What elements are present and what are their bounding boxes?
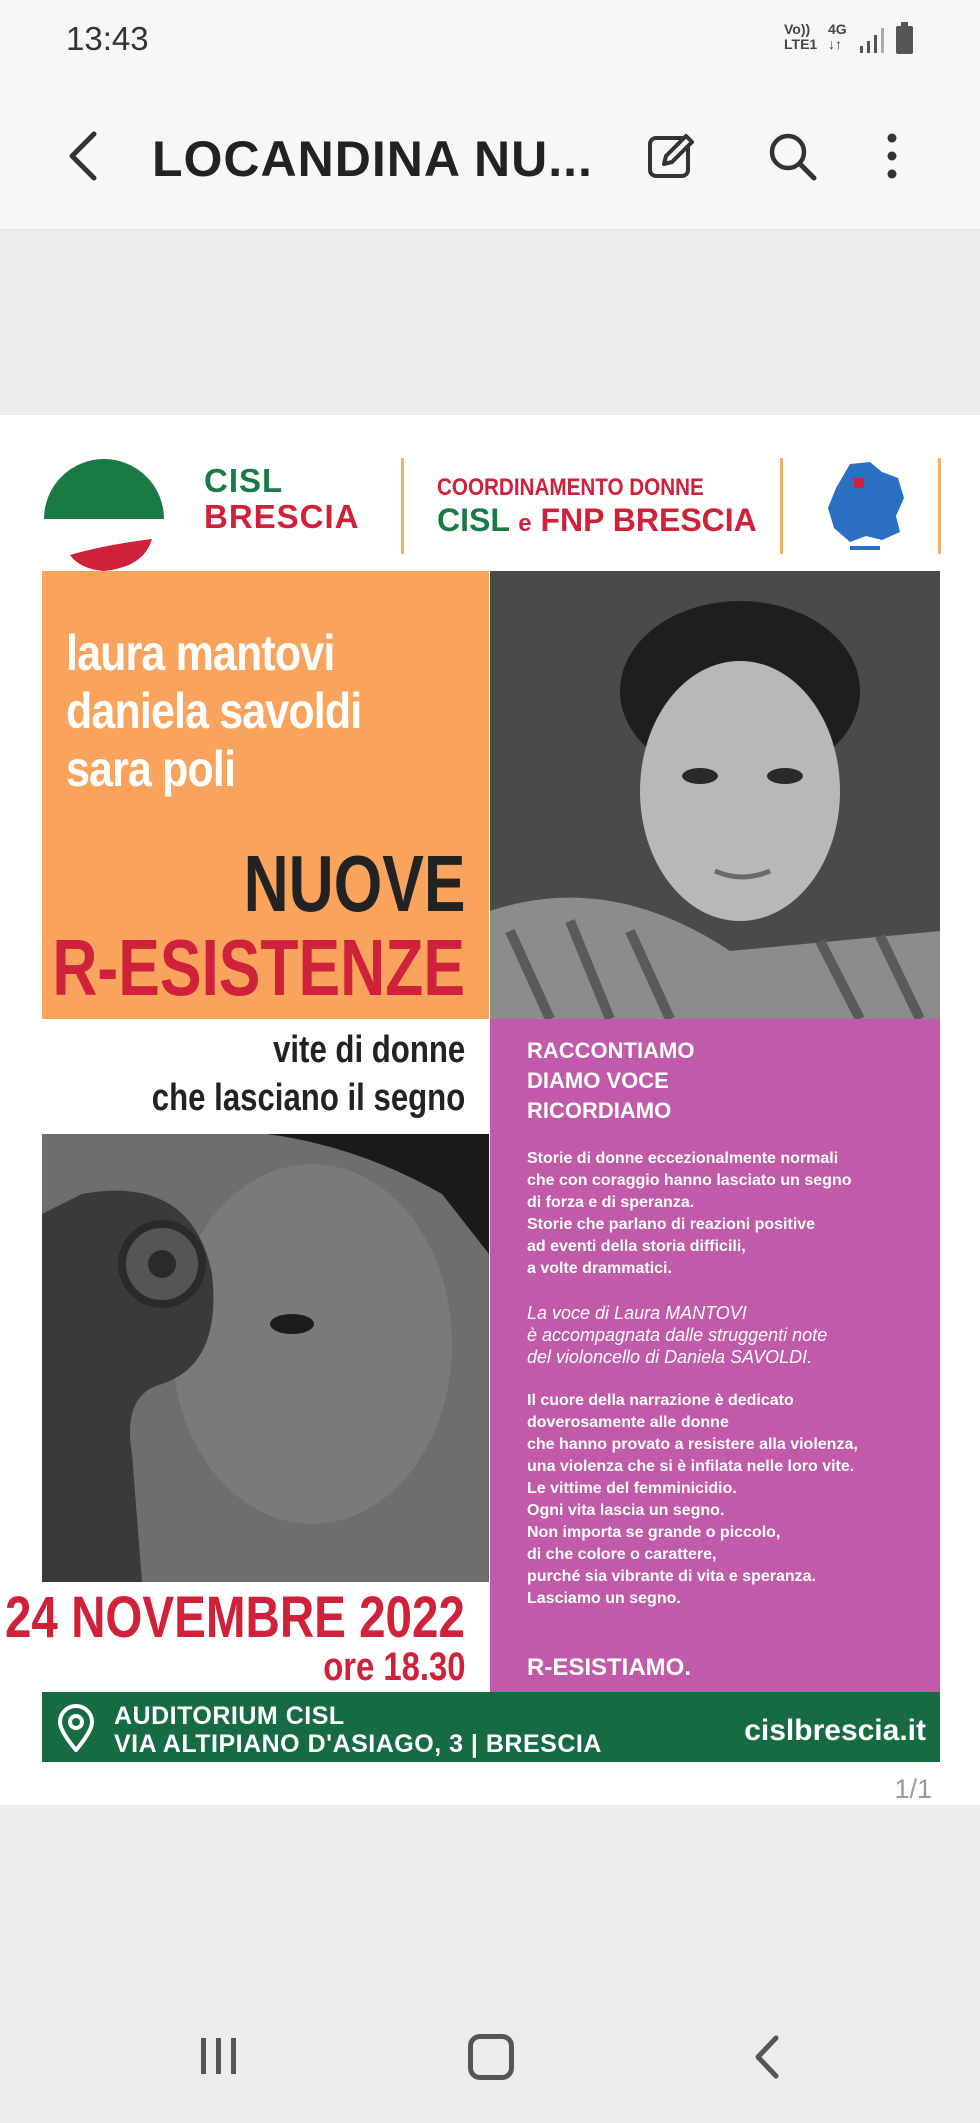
status-bar <box>0 0 980 80</box>
volte-indicator: Vo)) LTE1 <box>784 21 818 52</box>
venue-address: VIA ALTIPIANO D'ASIAGO, 3 | BRESCIA <box>114 1730 602 1758</box>
purple-body <box>527 1148 937 1632</box>
page-indicator: 1/1 <box>894 1774 932 1804</box>
title-resistenze: R-ESISTENZE <box>52 923 465 1012</box>
subtitle: vite di donne che lasciano il segno <box>151 1029 465 1119</box>
portrait-photo-cellist <box>42 1134 489 1582</box>
status-time: 13:43 <box>66 20 149 57</box>
cisl-logo-icon <box>40 455 168 583</box>
cisl-label: CISL <box>204 462 284 499</box>
venue-name: AUDITORIUM CISL <box>114 1702 345 1730</box>
website-link: cislbrescia.it <box>744 1714 926 1747</box>
document-title: LOCANDINA NU... <box>152 131 593 187</box>
paragraph-narration: Il cuore della narrazione è dedicato doverosamente alle donne che hanno provato a resistere alla violenza, una violenza che si è infilata nelle loro vite. Le vittime del femminicidio. Ogni vita lascia un segno. Non importa se grande o piccolo, di che colore o carattere, purché sia vibrante di vita e speranza. Lasciamo un segno. <box>527 1392 858 1607</box>
signal-icon <box>858 26 888 54</box>
header-divider <box>780 458 783 554</box>
header-divider <box>938 458 941 554</box>
home-icon[interactable] <box>468 2034 514 2080</box>
coordinamento-label: COORDINAMENTO DONNE <box>437 474 704 501</box>
province-map-icon <box>820 458 910 554</box>
edit-icon[interactable] <box>644 128 700 184</box>
paragraph-stories: Storie di donne eccezionalmente normali che con coraggio hanno lasciato un segno di forza e di speranza. Storie che parlano di reazioni positive ad eventi della storia difficili, a volte drammatici. <box>527 1150 852 1277</box>
more-vertical-icon[interactable] <box>872 128 912 184</box>
cisl-fnp-label: CISL e FNP BRESCIA <box>437 502 757 538</box>
brescia-label: BRESCIA <box>204 498 360 535</box>
title-nuove: NUOVE <box>243 839 465 928</box>
event-time: ore 18.30 <box>322 1645 465 1689</box>
paragraph-voice: La voce di Laura MANTOVI è accompagnata dalle struggenti note del violoncello di Daniela SAVOLDI. <box>527 1303 828 1367</box>
performers-list: laura mantovi daniela savoldi sara poli <box>66 625 362 797</box>
back-icon[interactable] <box>752 2034 782 2080</box>
app-bar <box>0 80 980 230</box>
back-arrow-icon[interactable] <box>62 128 106 184</box>
header-divider <box>401 458 404 554</box>
recent-apps-icon[interactable] <box>198 2036 240 2076</box>
network-indicator: 4G ↓↑ <box>828 21 847 52</box>
location-pin-icon <box>54 1704 98 1752</box>
purple-heading: RACCONTIAMO DIAMO VOCE RICORDIAMO <box>527 1038 695 1123</box>
closing-slogan: R-ESISTIAMO. <box>527 1654 692 1681</box>
event-date: 24 NOVEMBRE 2022 <box>5 1585 465 1650</box>
portrait-photo-woman <box>490 571 940 1019</box>
battery-icon <box>896 26 913 54</box>
search-icon[interactable] <box>764 128 820 184</box>
